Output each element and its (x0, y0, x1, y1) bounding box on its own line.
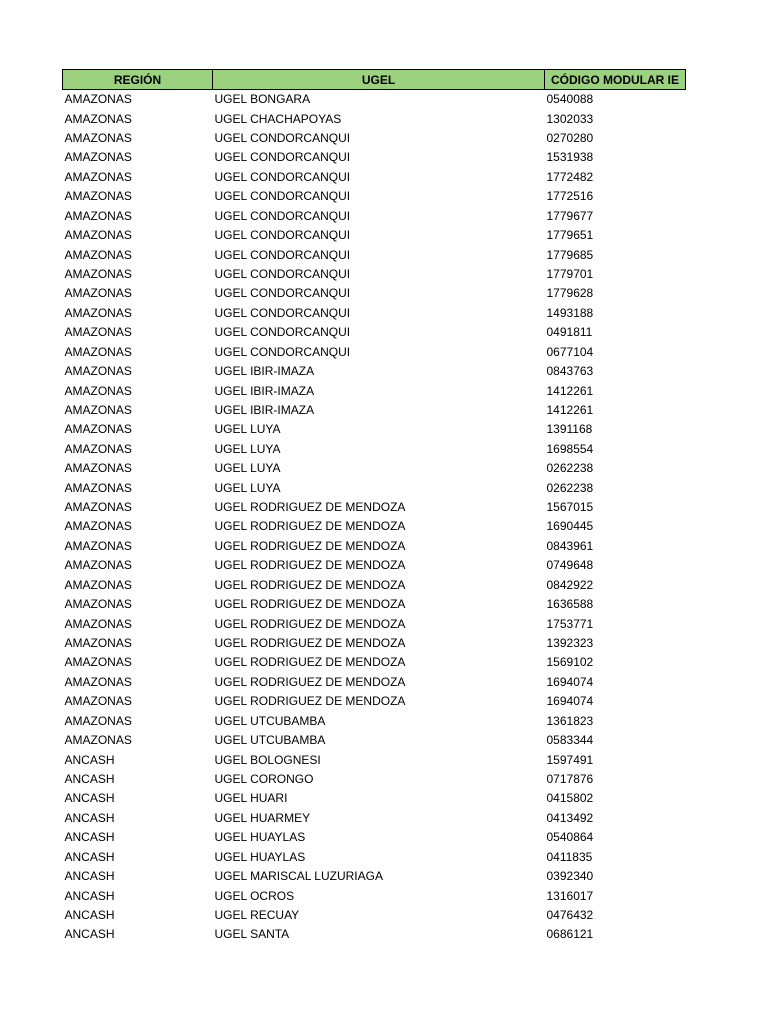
cell-codigo-modular[interactable]: 1753771 (546, 616, 594, 631)
cell-codigo-modular[interactable]: 0677104 (546, 344, 594, 359)
cell-codigo-modular[interactable]: 0262238 (546, 480, 594, 495)
cell-ugel[interactable]: UGEL CONDORCANQUI (214, 267, 351, 281)
column-header-ugel[interactable]: UGEL (213, 70, 545, 90)
cell-codigo-modular[interactable]: 0843961 (546, 538, 594, 553)
cell-region[interactable]: ANCASH (64, 810, 115, 825)
cell-codigo-modular[interactable]: 0540088 (546, 92, 594, 107)
cell-ugel[interactable]: UGEL IBIR-IMAZA (214, 402, 315, 417)
table-body (63, 90, 686, 945)
table-row (63, 925, 686, 944)
cell-ugel[interactable]: UGEL HUAYLAS (214, 830, 306, 845)
cell-ugel[interactable]: UGEL UTCUBAMBA (214, 713, 326, 728)
data-table (62, 69, 686, 945)
cell-ugel[interactable]: UGEL LUYA (214, 441, 281, 456)
table-row (63, 401, 686, 420)
cell-ugel[interactable]: UGEL RECUAY (214, 907, 300, 922)
cell-ugel[interactable]: UGEL CONDORCANQUI (214, 131, 351, 146)
table-row (63, 731, 686, 750)
cell-region[interactable]: AMAZONAS (64, 344, 132, 359)
table-header (63, 70, 686, 90)
cell-region[interactable]: AMAZONAS (64, 150, 132, 165)
cell-region[interactable]: AMAZONAS (64, 733, 132, 748)
column-header-codigo-modular[interactable]: CÓDIGO MODULAR IE (545, 70, 686, 90)
table-row (63, 576, 686, 595)
cell-codigo-modular[interactable]: 1779701 (546, 267, 594, 281)
cell-region[interactable]: AMAZONAS (64, 616, 132, 631)
cell-region[interactable]: ANCASH (64, 849, 115, 864)
cell-ugel[interactable]: UGEL RODRIGUEZ DE MENDOZA (214, 538, 406, 553)
table-row (63, 109, 686, 128)
cell-codigo-modular[interactable]: 0413492 (546, 810, 594, 825)
cell-codigo-modular[interactable]: 0476432 (546, 907, 594, 922)
cell-region[interactable]: AMAZONAS (64, 189, 132, 204)
cell-codigo-modular[interactable]: 0717876 (546, 771, 594, 786)
cell-ugel[interactable]: UGEL RODRIGUEZ DE MENDOZA (214, 558, 406, 573)
cell-region[interactable]: AMAZONAS (64, 597, 132, 612)
cell-ugel[interactable]: UGEL CONDORCANQUI (214, 169, 351, 184)
cell-region[interactable]: AMAZONAS (64, 422, 132, 437)
table-row (63, 595, 686, 614)
spreadsheet (62, 69, 685, 945)
table-row (63, 440, 686, 459)
cell-ugel[interactable]: UGEL HUARMEY (214, 810, 311, 825)
table-row (63, 90, 686, 110)
cell-codigo-modular[interactable]: 1392323 (546, 636, 594, 651)
cell-region[interactable]: AMAZONAS (64, 402, 132, 417)
cell-region[interactable]: ANCASH (64, 888, 115, 903)
table-row (63, 847, 686, 866)
table-row (63, 478, 686, 497)
cell-codigo-modular[interactable]: 0491811 (546, 325, 593, 340)
cell-ugel[interactable]: UGEL RODRIGUEZ DE MENDOZA (214, 577, 406, 592)
cell-codigo-modular[interactable]: 1567015 (546, 500, 594, 515)
cell-ugel[interactable]: UGEL RODRIGUEZ DE MENDOZA (214, 500, 406, 515)
cell-ugel[interactable]: UGEL RODRIGUEZ DE MENDOZA (214, 674, 406, 689)
cell-ugel[interactable]: UGEL CONDORCANQUI (214, 325, 351, 340)
column-header-region[interactable]: REGIÓN (63, 70, 213, 90)
cell-region[interactable]: AMAZONAS (64, 92, 132, 107)
cell-ugel[interactable]: UGEL LUYA (214, 422, 281, 437)
cell-ugel[interactable]: UGEL CHACHAPOYAS (214, 111, 342, 126)
cell-region[interactable]: ANCASH (64, 830, 115, 845)
cell-region[interactable]: AMAZONAS (64, 713, 132, 728)
cell-codigo-modular[interactable]: 1772516 (546, 189, 594, 204)
cell-region[interactable]: AMAZONAS (64, 461, 132, 476)
table-row (63, 537, 686, 556)
table-row (63, 653, 686, 672)
cell-ugel[interactable]: UGEL CORONGO (214, 771, 314, 786)
cell-region[interactable]: AMAZONAS (64, 286, 132, 301)
cell-codigo-modular[interactable]: 0540864 (546, 830, 594, 845)
cell-codigo-modular[interactable]: 1412261 (546, 383, 594, 398)
table-row (63, 556, 686, 575)
cell-codigo-modular[interactable]: 1361823 (546, 713, 594, 728)
cell-ugel[interactable]: UGEL CONDORCANQUI (214, 189, 351, 204)
cell-region[interactable]: AMAZONAS (64, 480, 132, 495)
cell-codigo-modular[interactable]: 0415802 (546, 791, 594, 806)
cell-ugel[interactable]: UGEL CONDORCANQUI (214, 247, 351, 262)
cell-region[interactable]: AMAZONAS (64, 305, 132, 320)
header-row (63, 70, 686, 90)
cell-codigo-modular[interactable]: 0686121 (546, 927, 594, 942)
cell-ugel[interactable]: UGEL BOLOGNESI (214, 752, 321, 767)
table-row (63, 284, 686, 303)
table-row (63, 673, 686, 692)
cell-codigo-modular[interactable]: 0749648 (546, 558, 594, 573)
cell-codigo-modular[interactable]: 1779651 (546, 228, 594, 243)
cell-region[interactable]: AMAZONAS (64, 325, 132, 340)
cell-codigo-modular[interactable]: 1779677 (546, 208, 594, 223)
table-row (63, 168, 686, 187)
cell-codigo-modular[interactable]: 1412261 (546, 402, 594, 417)
cell-region[interactable]: AMAZONAS (64, 519, 132, 534)
cell-ugel[interactable]: UGEL IBIR-IMAZA (214, 364, 315, 379)
cell-codigo-modular[interactable]: 0411835 (546, 849, 593, 864)
cell-ugel[interactable]: UGEL UTCUBAMBA (214, 733, 326, 748)
cell-codigo-modular[interactable]: 0262238 (546, 461, 594, 476)
cell-ugel[interactable]: UGEL CONDORCANQUI (214, 208, 351, 223)
cell-codigo-modular[interactable]: 1779685 (546, 247, 594, 262)
table-row (63, 226, 686, 245)
cell-codigo-modular[interactable]: 1597491 (546, 752, 594, 767)
table-row (63, 129, 686, 148)
cell-ugel[interactable]: UGEL BONGARA (214, 92, 311, 107)
cell-ugel[interactable]: UGEL RODRIGUEZ DE MENDOZA (214, 655, 406, 670)
table-row (63, 459, 686, 478)
cell-region[interactable]: AMAZONAS (64, 538, 132, 553)
cell-codigo-modular[interactable]: 1316017 (546, 888, 594, 903)
cell-ugel[interactable]: UGEL SANTA (214, 927, 290, 942)
cell-ugel[interactable]: UGEL RODRIGUEZ DE MENDOZA (214, 636, 406, 651)
cell-codigo-modular[interactable]: 1694074 (546, 674, 594, 689)
cell-codigo-modular[interactable]: 1531938 (546, 150, 594, 165)
cell-region[interactable]: AMAZONAS (64, 577, 132, 592)
table-row (63, 420, 686, 439)
cell-region[interactable]: ANCASH (64, 791, 115, 806)
cell-region[interactable]: AMAZONAS (64, 247, 132, 262)
cell-region[interactable]: AMAZONAS (64, 500, 132, 515)
cell-codigo-modular[interactable]: 1391168 (546, 422, 593, 437)
table-row (63, 770, 686, 789)
table-row (63, 323, 686, 342)
table-row (63, 498, 686, 517)
table-row (63, 207, 686, 226)
table-row (63, 809, 686, 828)
cell-region[interactable]: AMAZONAS (64, 131, 132, 146)
cell-region[interactable]: AMAZONAS (64, 636, 132, 651)
cell-ugel[interactable]: UGEL RODRIGUEZ DE MENDOZA (214, 616, 406, 631)
cell-ugel[interactable]: UGEL IBIR-IMAZA (214, 383, 315, 398)
cell-ugel[interactable]: UGEL RODRIGUEZ DE MENDOZA (214, 597, 406, 612)
cell-region[interactable]: AMAZONAS (64, 228, 132, 243)
cell-codigo-modular[interactable]: 1772482 (546, 169, 594, 184)
table-row (63, 828, 686, 847)
cell-ugel[interactable]: UGEL RODRIGUEZ DE MENDOZA (214, 694, 406, 709)
cell-region[interactable]: AMAZONAS (64, 694, 132, 709)
cell-codigo-modular[interactable]: 1302033 (546, 111, 594, 126)
table-row (63, 906, 686, 925)
cell-region[interactable]: AMAZONAS (64, 267, 132, 281)
cell-region[interactable]: ANCASH (64, 927, 115, 942)
cell-region[interactable]: AMAZONAS (64, 441, 132, 456)
cell-ugel[interactable]: UGEL CONDORCANQUI (214, 305, 351, 320)
cell-ugel[interactable]: UGEL LUYA (214, 480, 281, 495)
cell-region[interactable]: AMAZONAS (64, 364, 132, 379)
cell-region[interactable]: AMAZONAS (64, 208, 132, 223)
cell-codigo-modular[interactable]: 1779628 (546, 286, 594, 301)
cell-codigo-modular[interactable]: 0392340 (546, 869, 594, 884)
cell-codigo-modular[interactable]: 1698554 (546, 441, 594, 456)
cell-ugel[interactable]: UGEL OCROS (214, 888, 295, 903)
cell-ugel[interactable]: UGEL CONDORCANQUI (214, 286, 351, 301)
table-row (63, 245, 686, 264)
cell-codigo-modular[interactable]: 1569102 (546, 655, 594, 670)
table-row (63, 614, 686, 633)
cell-region[interactable]: AMAZONAS (64, 383, 132, 398)
cell-codigo-modular[interactable]: 0843763 (546, 364, 594, 379)
table-row (63, 517, 686, 536)
table-row (63, 381, 686, 400)
cell-codigo-modular[interactable]: 1493188 (546, 305, 594, 320)
table-row (63, 187, 686, 206)
cell-ugel[interactable]: UGEL CONDORCANQUI (214, 150, 351, 165)
table-row (63, 634, 686, 653)
cell-codigo-modular[interactable]: 1690445 (546, 519, 594, 534)
table-row (63, 789, 686, 808)
cell-region[interactable]: AMAZONAS (64, 169, 132, 184)
cell-ugel[interactable]: UGEL HUARI (214, 791, 288, 806)
table-row (63, 750, 686, 769)
cell-codigo-modular[interactable]: 0842922 (546, 577, 594, 592)
cell-ugel[interactable]: UGEL RODRIGUEZ DE MENDOZA (214, 519, 406, 534)
table-row (63, 342, 686, 361)
table-row (63, 886, 686, 905)
cell-ugel[interactable]: UGEL HUAYLAS (214, 849, 306, 864)
cell-region[interactable]: ANCASH (64, 752, 115, 767)
table-row (63, 304, 686, 323)
cell-region[interactable]: AMAZONAS (64, 111, 132, 126)
table-row (63, 712, 686, 731)
cell-codigo-modular[interactable]: 1636588 (546, 597, 594, 612)
cell-region[interactable]: ANCASH (64, 907, 115, 922)
cell-ugel[interactable]: UGEL CONDORCANQUI (214, 228, 351, 243)
table-row (63, 265, 686, 284)
cell-region[interactable]: ANCASH (64, 869, 115, 884)
cell-region[interactable]: AMAZONAS (64, 674, 132, 689)
cell-region[interactable]: AMAZONAS (64, 558, 132, 573)
cell-ugel[interactable]: UGEL MARISCAL LUZURIAGA (214, 869, 383, 884)
cell-region[interactable]: ANCASH (64, 771, 115, 786)
cell-codigo-modular[interactable]: 1694074 (546, 694, 594, 709)
table-row (63, 692, 686, 711)
cell-codigo-modular[interactable]: 0583344 (546, 733, 594, 748)
table-row (63, 362, 686, 381)
table-row (63, 867, 686, 886)
cell-ugel[interactable]: UGEL LUYA (214, 461, 281, 476)
cell-codigo-modular[interactable]: 0270280 (546, 131, 594, 146)
cell-region[interactable]: AMAZONAS (64, 655, 132, 670)
cell-ugel[interactable]: UGEL CONDORCANQUI (214, 344, 351, 359)
table-row (63, 148, 686, 167)
